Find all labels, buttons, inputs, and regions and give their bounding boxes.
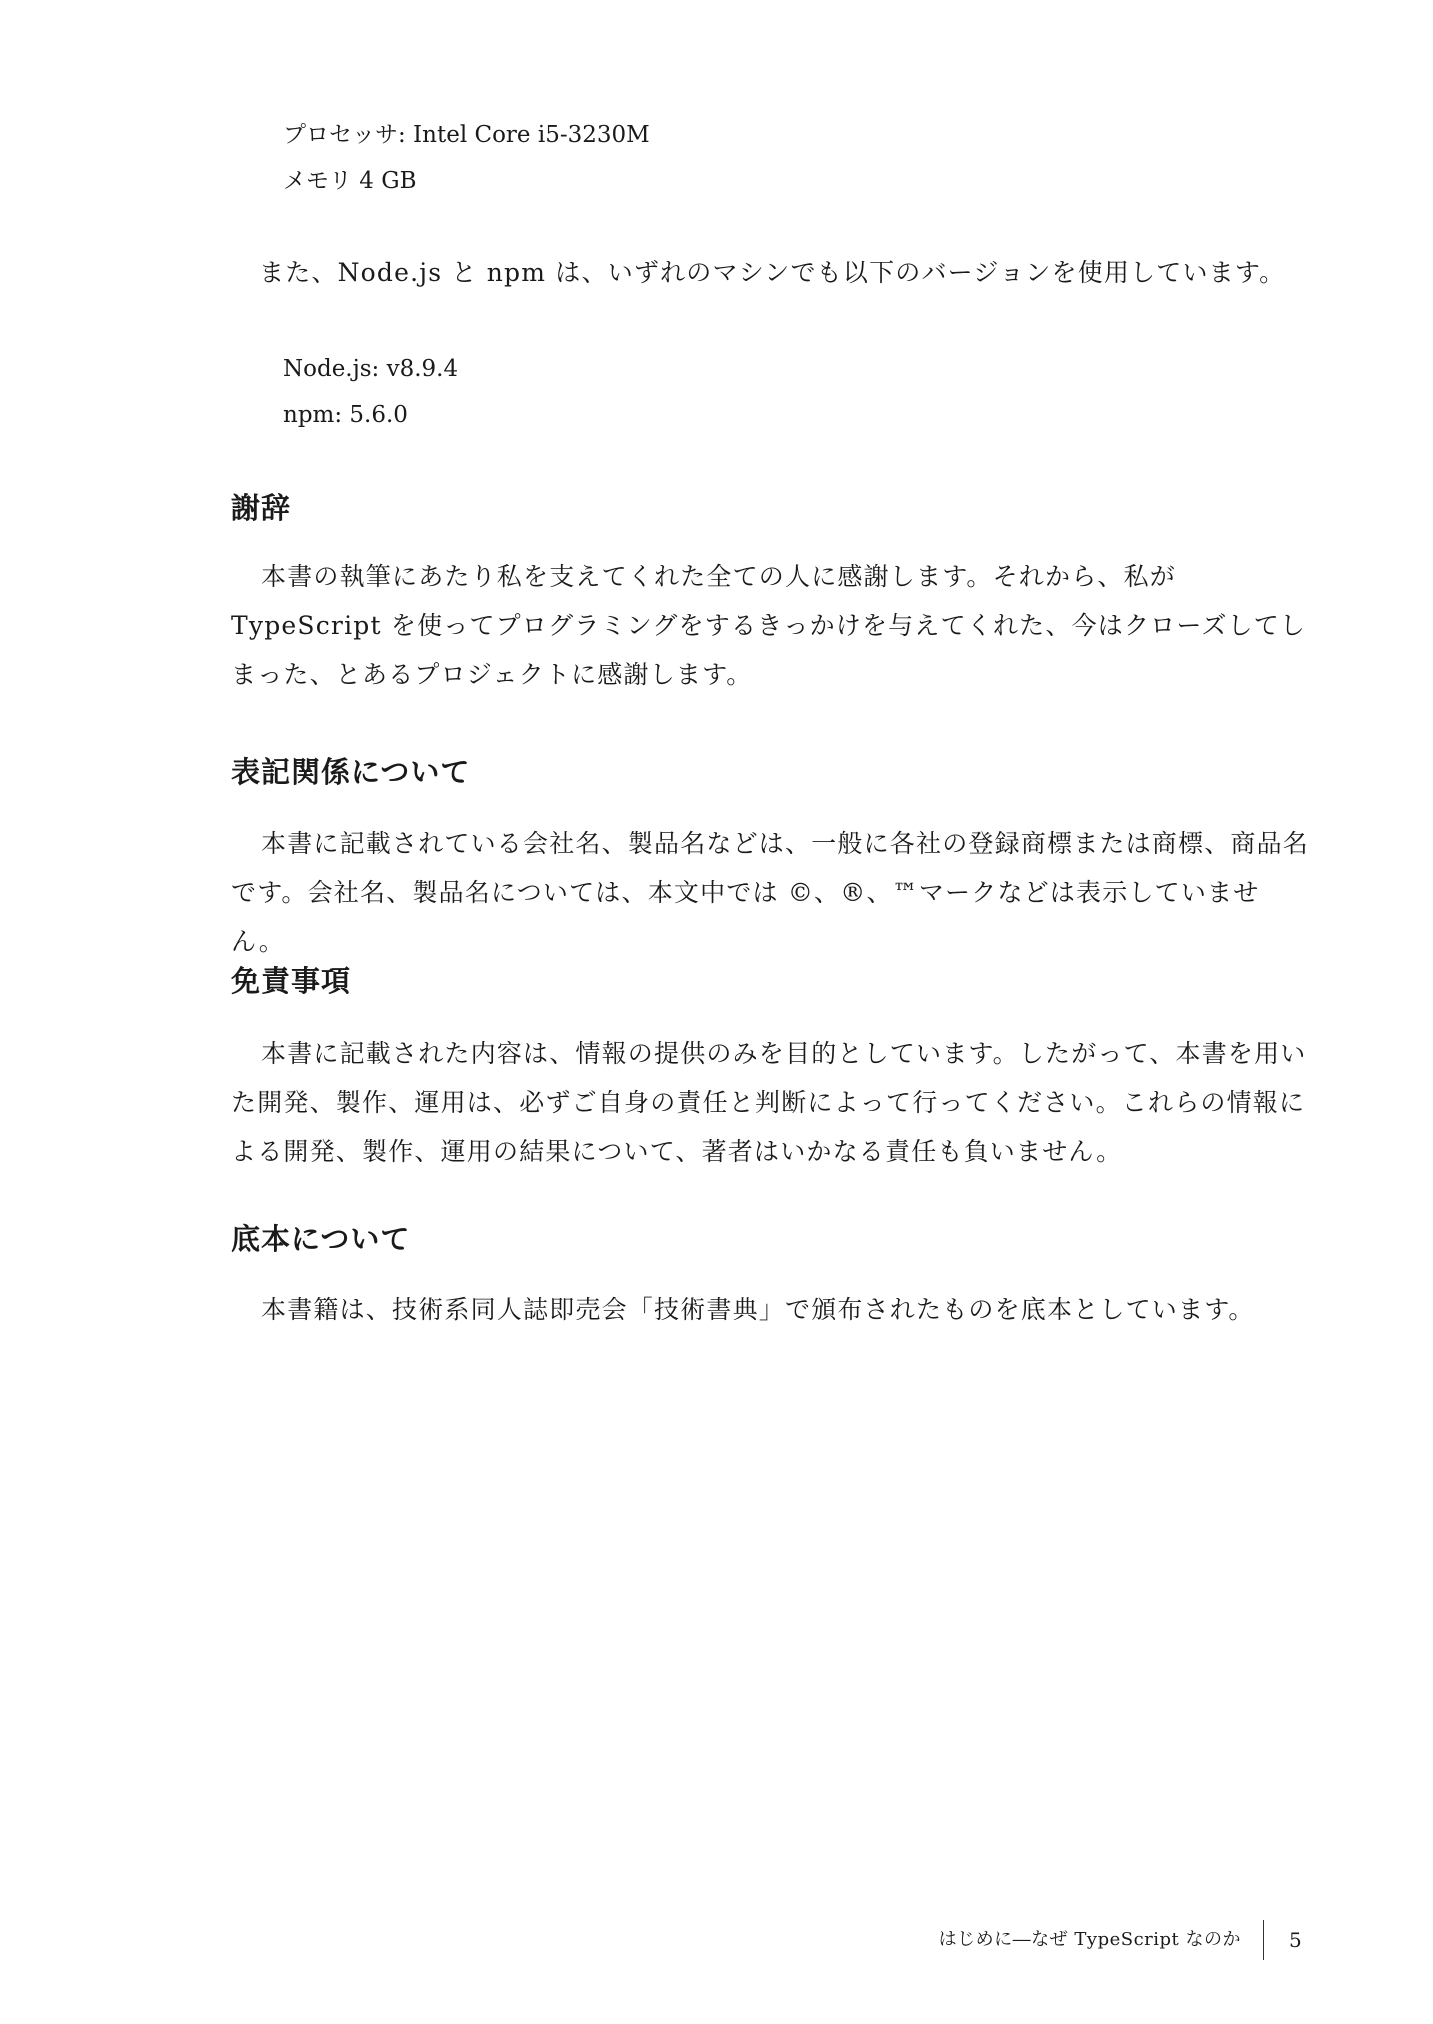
- origin-paragraph: 本書籍は、技術系同人誌即売会「技術書典」で頒布されたものを底本としています。: [261, 1295, 1255, 1324]
- page-number: 5: [1289, 1928, 1302, 1952]
- memory-spec: メモリ 4 GB: [283, 168, 417, 194]
- notation-paragraph: 本書に記載されている会社名、製品名などは、一般に各社の登録商標または商標、商品名です。会社名、製品名については、本文中では ©、®、™マークなどは表示していません。: [231, 829, 1310, 956]
- disclaimer-heading: 免責事項: [231, 964, 352, 998]
- notation-heading: 表記関係について: [231, 755, 471, 789]
- versions-intro-paragraph: また、Node.js と npm は、いずれのマシンでも以下のバージョンを使用しています。: [259, 258, 1286, 287]
- page-footer: [0, 1920, 1433, 1960]
- footer-divider: [1263, 1920, 1264, 1960]
- origin-heading: 底本について: [231, 1222, 411, 1256]
- nodejs-version: Node.js: v8.9.4: [283, 356, 459, 382]
- npm-version: npm: 5.6.0: [283, 402, 408, 428]
- version-spec-list: [283, 346, 458, 438]
- thanks-paragraph: 本書の執筆にあたり私を支えてくれた全ての人に感謝します。それから、私が TypeScript を使ってプログラミングをするきっかけを与えてくれた、今はクローズしてしまった、とあるプロジェクトに感謝します。: [231, 562, 1307, 689]
- thanks-heading: 謝辞: [231, 491, 292, 525]
- running-chapter-title: はじめに―なぜ TypeScript なのか: [938, 1929, 1241, 1950]
- disclaimer-paragraph: 本書に記載された内容は、情報の提供のみを目的としています。したがって、本書を用いた開発、製作、運用は、必ずご自身の責任と判断によって行ってください。これらの情報による開発、製作、運用の結果について、著者はいかなる責任も負いません。: [231, 1039, 1307, 1166]
- processor-spec: プロセッサ: Intel Core i5-3230M: [283, 122, 650, 148]
- machine-spec-list: [283, 112, 650, 204]
